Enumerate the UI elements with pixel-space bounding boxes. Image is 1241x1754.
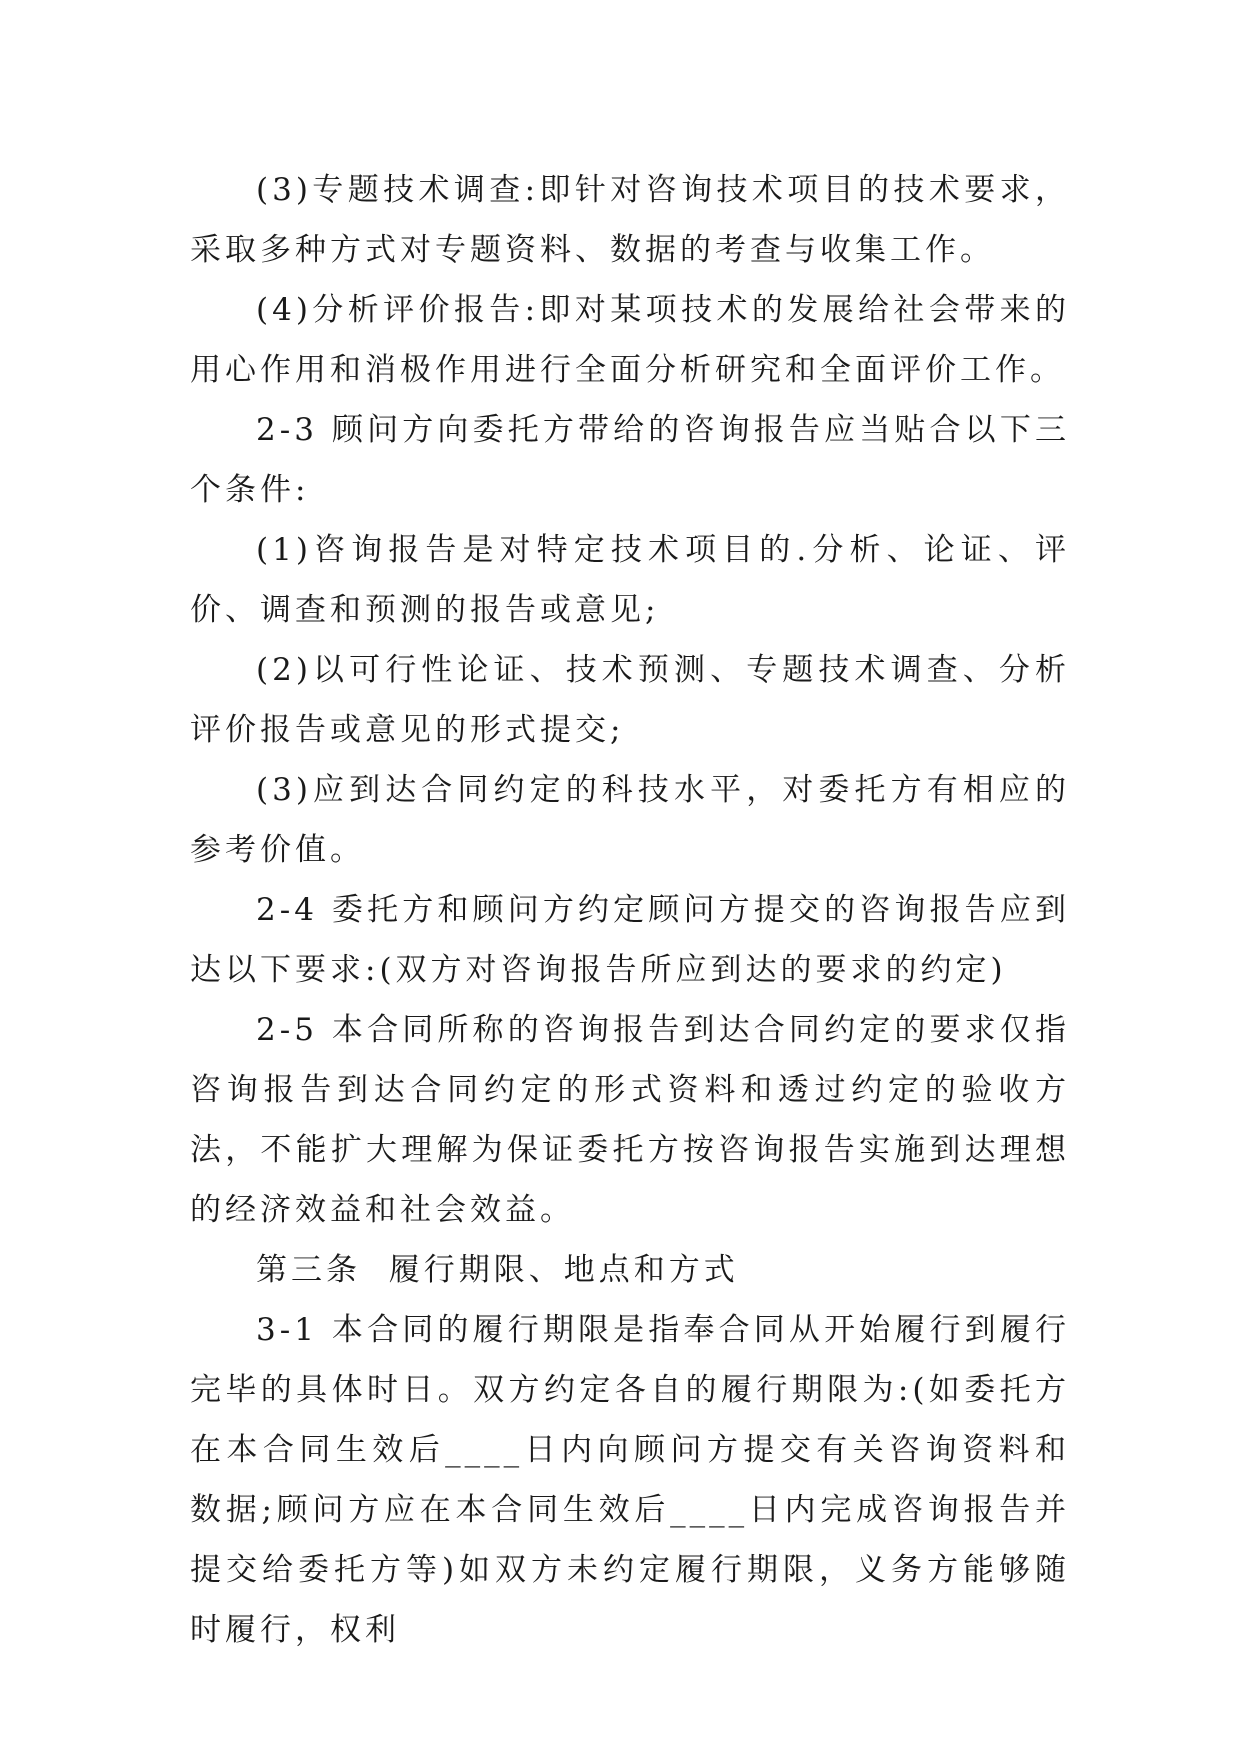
paragraph-condition-2: (2)以可行性论证、技术预测、专题技术调查、分析评价报告或意见的形式提交; xyxy=(190,652,1070,748)
paragraph-condition-3: (3)应到达合同约定的科技水平，对委托方有相应的参考价值。 xyxy=(190,772,1070,868)
paragraph-condition-1: (1)咨询报告是对特定技术项目的.分析、论证、评价、调查和预测的报告或意见; xyxy=(190,532,1070,628)
section-heading-article-3: 第三条 履行期限、地点和方式 xyxy=(256,1252,739,1288)
paragraph-2-5-scope: 2-5 本合同所称的咨询报告到达合同约定的要求仅指咨询报告到达合同约定的形式资料和透过约定的验收方法，不能扩大理解为保证委托方按咨询报告实施到达理想的经济效益和社会效益。 xyxy=(190,1012,1070,1228)
paragraph-2-3-conditions: 2-3 顾问方向委托方带给的咨询报告应当贴合以下三个条件: xyxy=(190,412,1070,508)
paragraph-4-analysis-report: (4)分析评价报告:即对某项技术的发展给社会带来的用心作用和消极作用进行全面分析研究和全面评价工作。 xyxy=(190,292,1070,388)
paragraph-3-1-term: 3-1 本合同的履行期限是指奉合同从开始履行到履行完毕的具体时日。双方约定各自的履行期限为:(如委托方在本合同生效后____日内向顾问方提交有关咨询资料和数据;顾问方应在本合同生效后____日内完成咨询报告并提交给委托方等)如双方未约定履行期限，义务方能够随时履行，权利 xyxy=(190,1312,1070,1648)
document-body xyxy=(190,160,1070,1660)
paragraph-3-special-survey: (3)专题技术调查:即针对咨询技术项目的技术要求，采取多种方式对专题资料、数据的考查与收集工作。 xyxy=(190,172,1070,268)
paragraph-2-4-requirements: 2-4 委托方和顾问方约定顾问方提交的咨询报告应到达以下要求:(双方对咨询报告所应到达的要求的约定) xyxy=(190,892,1070,988)
